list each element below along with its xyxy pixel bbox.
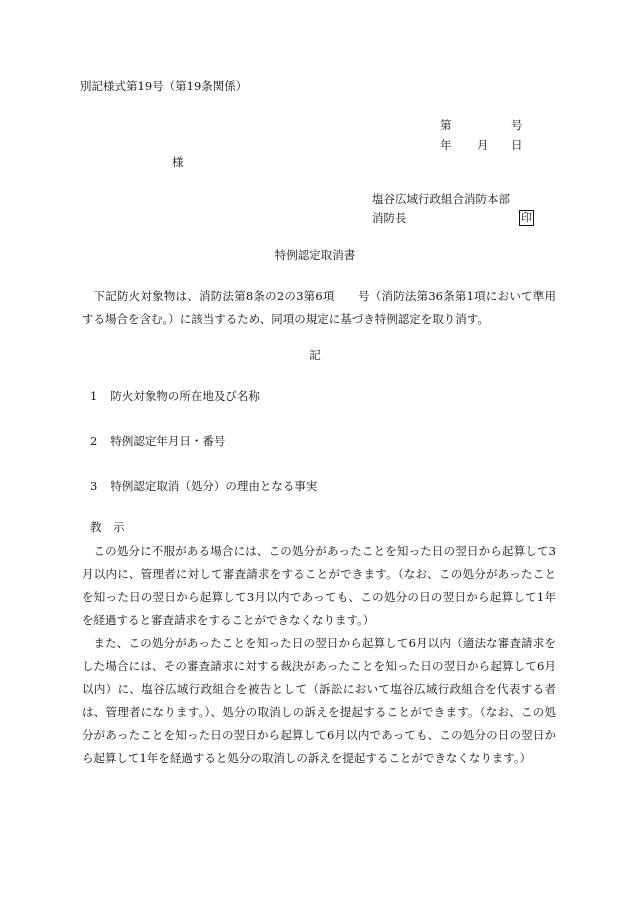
main-text: 下記防火対象物は、消防法第8条の2の3第6項 号（消防法第36条第1項において準用する場合を含む。）に該当するため、同項の規定に基づき特例認定を取り消す。	[82, 289, 556, 326]
item-text: 防火対象物の所在地及び名称	[110, 389, 260, 403]
seal-label: 印	[521, 211, 532, 224]
date-month: 月	[477, 138, 489, 152]
item-number: 2	[90, 434, 98, 448]
seal-mark	[519, 210, 534, 226]
date-year: 年	[440, 138, 452, 152]
notice-paragraph-1: この処分に不服がある場合には、この処分があったことを知った日の翌日から起算して3月以内に、管理者に対して審査請求をすることができます。（なお、この処分があったことを知った日の翌日から起算して3月以内であっても、この処分の日の翌日から起算して1年を経過すると審査請求をすることができなくなります。）	[82, 544, 556, 627]
item-1	[90, 391, 260, 403]
document-title: 特例認定取消書	[274, 248, 356, 262]
item-3	[90, 481, 317, 493]
item-2	[90, 436, 225, 448]
addressee: 様	[172, 155, 184, 169]
issuer-organization: 塩谷広域行政組合消防本部	[372, 192, 510, 206]
notice-paragraph-2: また、この処分があったことを知った日の翌日から起算して6月以内（適法な審査請求をした場合には、その審査請求に対する裁決があったことを知った日の翌日から起算して6月以内）に、塩谷広域行政組合を被告として（訴訟において塩谷広域行政組合を代表する者は、管理者になります。）、処分の取消しの訴えを提起することができます。（なお、この処分があったことを知った日の翌日から起算して6月以内であっても、この処分の日の翌日から起算して1年を経過すると処分の取消しの訴えを提起することができなくなります。）	[82, 636, 556, 765]
item-number: 3	[90, 479, 98, 493]
number-suffix: 号	[511, 118, 523, 132]
form-label: 別記様式第19号（第19条関係）	[80, 79, 248, 93]
number-prefix: 第	[440, 118, 452, 132]
item-text: 特例認定取消（処分）の理由となる事実	[110, 479, 318, 493]
date-day: 日	[511, 138, 523, 152]
item-text: 特例認定年月日・番号	[110, 434, 226, 448]
item-number: 1	[90, 389, 98, 403]
notice-heading: 教 示	[90, 520, 125, 534]
issuer-title: 消防長	[372, 211, 407, 225]
ki-label: 記	[309, 348, 321, 362]
